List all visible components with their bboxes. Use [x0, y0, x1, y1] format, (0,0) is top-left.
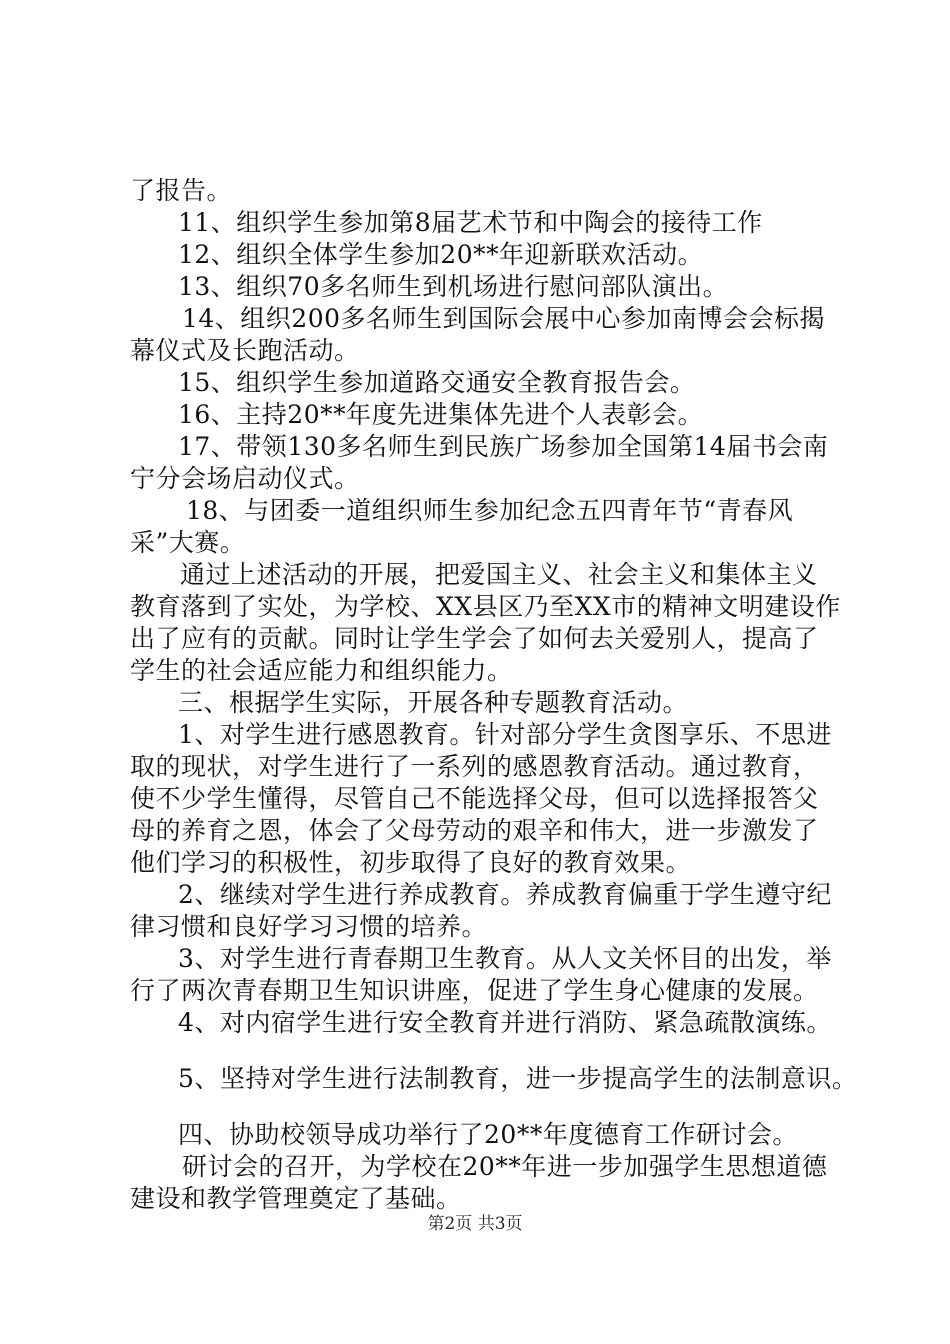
- text-line: 研讨会的召开，为学校在20**年进一步加强学生思想道德: [182, 1152, 828, 1181]
- text-line: 取的现状，对学生进行了一系列的感恩教育活动。通过教育，: [130, 752, 819, 781]
- page-footer: 第2页 共3页: [427, 1214, 523, 1234]
- text-line: 采”大赛。: [130, 528, 246, 557]
- text-line: 行了两次青春期卫生知识讲座，促进了学生身心健康的发展。: [130, 976, 819, 1005]
- text-line: 出了应有的贡献。同时让学生学会了如何去关爱别人，提高了: [130, 624, 819, 653]
- text-line: 17、带领130多名师生到民族广场参加全国第14届书会南: [178, 432, 829, 461]
- text-line: 3、对学生进行青春期卫生教育。从人文关怀目的出发，举: [178, 944, 832, 973]
- text-line: 5、坚持对学生进行法制教育，进一步提高学生的法制意识。: [178, 1064, 858, 1093]
- text-line: 律习惯和良好学习习惯的培养。: [130, 912, 488, 941]
- text-line: 通过上述活动的开展，把爱国主义、社会主义和集体主义: [180, 560, 818, 589]
- text-line: 11、组织学生参加第8届艺术节和中陶会的接待工作: [178, 208, 763, 237]
- text-line: 15、组织学生参加道路交通安全教育报告会。: [178, 368, 696, 397]
- text-line: 教育落到了实处，为学校、XX县区乃至XX市的精神文明建设作: [130, 592, 841, 621]
- text-line: 幕仪式及长跑活动。: [130, 336, 360, 365]
- text-line: 14、组织200多名师生到国际会展中心参加南博会会标揭: [182, 304, 826, 333]
- text-line: 他们学习的积极性，初步取得了良好的教育效果。: [130, 848, 692, 877]
- text-line: 母的养育之恩，体会了父母劳动的艰辛和伟大，进一步激发了: [130, 816, 819, 845]
- text-line: 2、继续对学生进行养成教育。养成教育偏重于学生遵守纪: [178, 880, 832, 909]
- text-line: 1、对学生进行感恩教育。针对部分学生贪图享乐、不思进: [178, 720, 832, 749]
- text-line: 12、组织全体学生参加20**年迎新联欢活动。: [178, 240, 704, 269]
- text-line: 13、组织70多名师生到机场进行慰问部队演出。: [178, 272, 729, 301]
- text-line: 了报告。: [130, 176, 233, 205]
- text-line: 建设和教学管理奠定了基础。: [130, 1184, 462, 1213]
- section-heading: 四、协助校领导成功举行了20**年度德育工作研讨会。: [178, 1120, 798, 1149]
- text-line: 16、主持20**年度先进集体先进个人表彰会。: [178, 400, 704, 429]
- text-line: 使不少学生懂得，尽管自己不能选择父母，但可以选择报答父: [130, 784, 819, 813]
- text-line: 学生的社会适应能力和组织能力。: [130, 656, 513, 685]
- text-line: 宁分会场启动仪式。: [130, 464, 360, 493]
- text-line: 4、对内宿学生进行安全教育并进行消防、紧急疏散演练。: [178, 1008, 832, 1037]
- text-line: 18、与团委一道组织师生参加纪念五四青年节“青春风: [186, 496, 794, 525]
- section-heading: 三、根据学生实际，开展各种专题教育活动。: [178, 688, 689, 717]
